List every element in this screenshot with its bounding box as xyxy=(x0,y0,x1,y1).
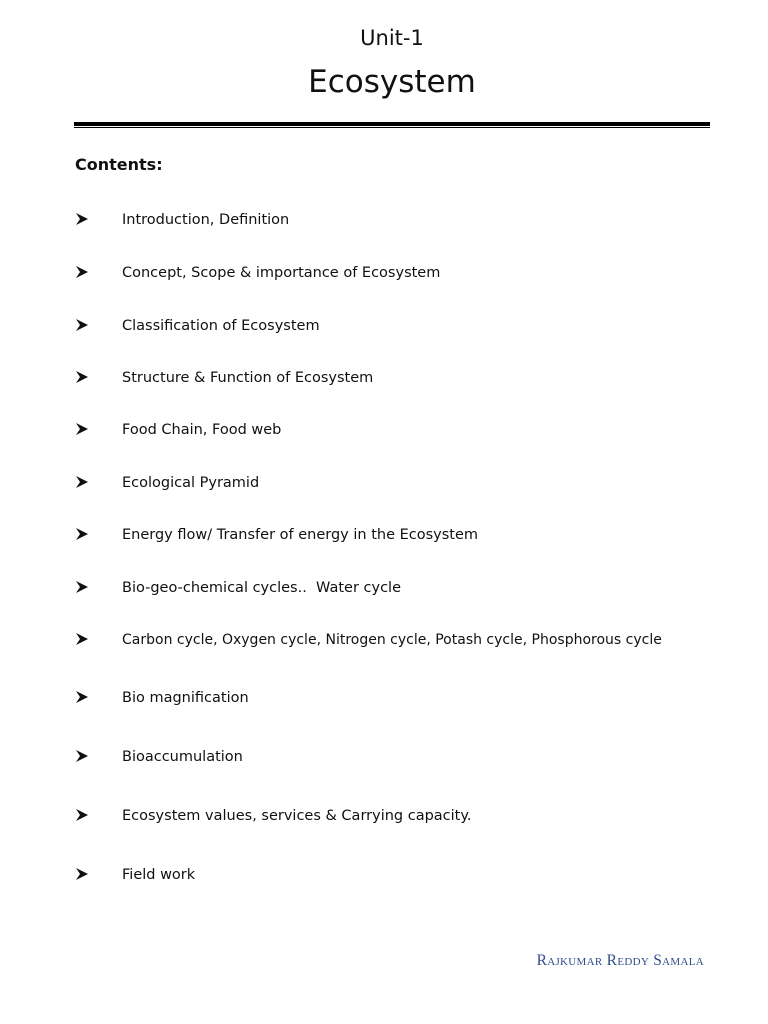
list-item-text: Field work xyxy=(122,867,196,883)
list-item xyxy=(0,525,768,547)
page-title: Ecosystem xyxy=(308,64,476,100)
list-item xyxy=(0,806,768,828)
title-divider-thick xyxy=(74,122,710,126)
list-item xyxy=(0,747,768,769)
arrowhead-bullet-icon xyxy=(75,212,89,226)
list-item-text: Food Chain, Food web xyxy=(122,422,282,438)
author-name: Rajkumar Reddy Samala xyxy=(536,952,704,969)
list-item xyxy=(0,368,768,390)
arrowhead-bullet-icon xyxy=(75,318,89,332)
list-item-text: Carbon cycle, Oxygen cycle, Nitrogen cycle, Potash cycle, Phosphorous cycle xyxy=(122,632,662,648)
arrowhead-bullet-icon xyxy=(75,370,89,384)
list-item xyxy=(0,578,768,600)
list-item-text: Concept, Scope & importance of Ecosystem xyxy=(122,265,441,281)
list-item xyxy=(0,316,768,338)
arrowhead-bullet-icon xyxy=(75,580,89,594)
list-item xyxy=(0,473,768,495)
unit-label: Unit-1 xyxy=(360,26,424,50)
list-item-text: Energy flow/ Transfer of energy in the Ecosystem xyxy=(122,527,479,543)
arrowhead-bullet-icon xyxy=(75,265,89,279)
arrowhead-bullet-icon xyxy=(75,749,89,763)
list-item-text: Bio magnification xyxy=(122,690,249,706)
list-item-text: Bio-geo-chemical cycles.. Water cycle xyxy=(122,580,401,596)
arrowhead-bullet-icon xyxy=(75,867,89,881)
contents-heading: Contents: xyxy=(75,155,163,174)
list-item-text: Classification of Ecosystem xyxy=(122,318,320,334)
arrowhead-bullet-icon xyxy=(75,632,89,646)
list-item-text: Introduction, Definition xyxy=(122,212,290,228)
arrowhead-bullet-icon xyxy=(75,808,89,822)
arrowhead-bullet-icon xyxy=(75,690,89,704)
list-item xyxy=(0,630,768,652)
arrowhead-bullet-icon xyxy=(75,527,89,541)
list-item-text: Structure & Function of Ecosystem xyxy=(122,370,374,386)
list-item xyxy=(0,688,768,710)
arrowhead-bullet-icon xyxy=(75,475,89,489)
title-divider-thin xyxy=(74,127,710,128)
list-item xyxy=(0,210,768,232)
list-item xyxy=(0,420,768,442)
list-item xyxy=(0,263,768,285)
list-item-text: Ecosystem values, services & Carrying capacity. xyxy=(122,808,472,824)
list-item xyxy=(0,865,768,887)
list-item-text: Ecological Pyramid xyxy=(122,475,260,491)
list-item-text: Bioaccumulation xyxy=(122,749,243,765)
arrowhead-bullet-icon xyxy=(75,422,89,436)
